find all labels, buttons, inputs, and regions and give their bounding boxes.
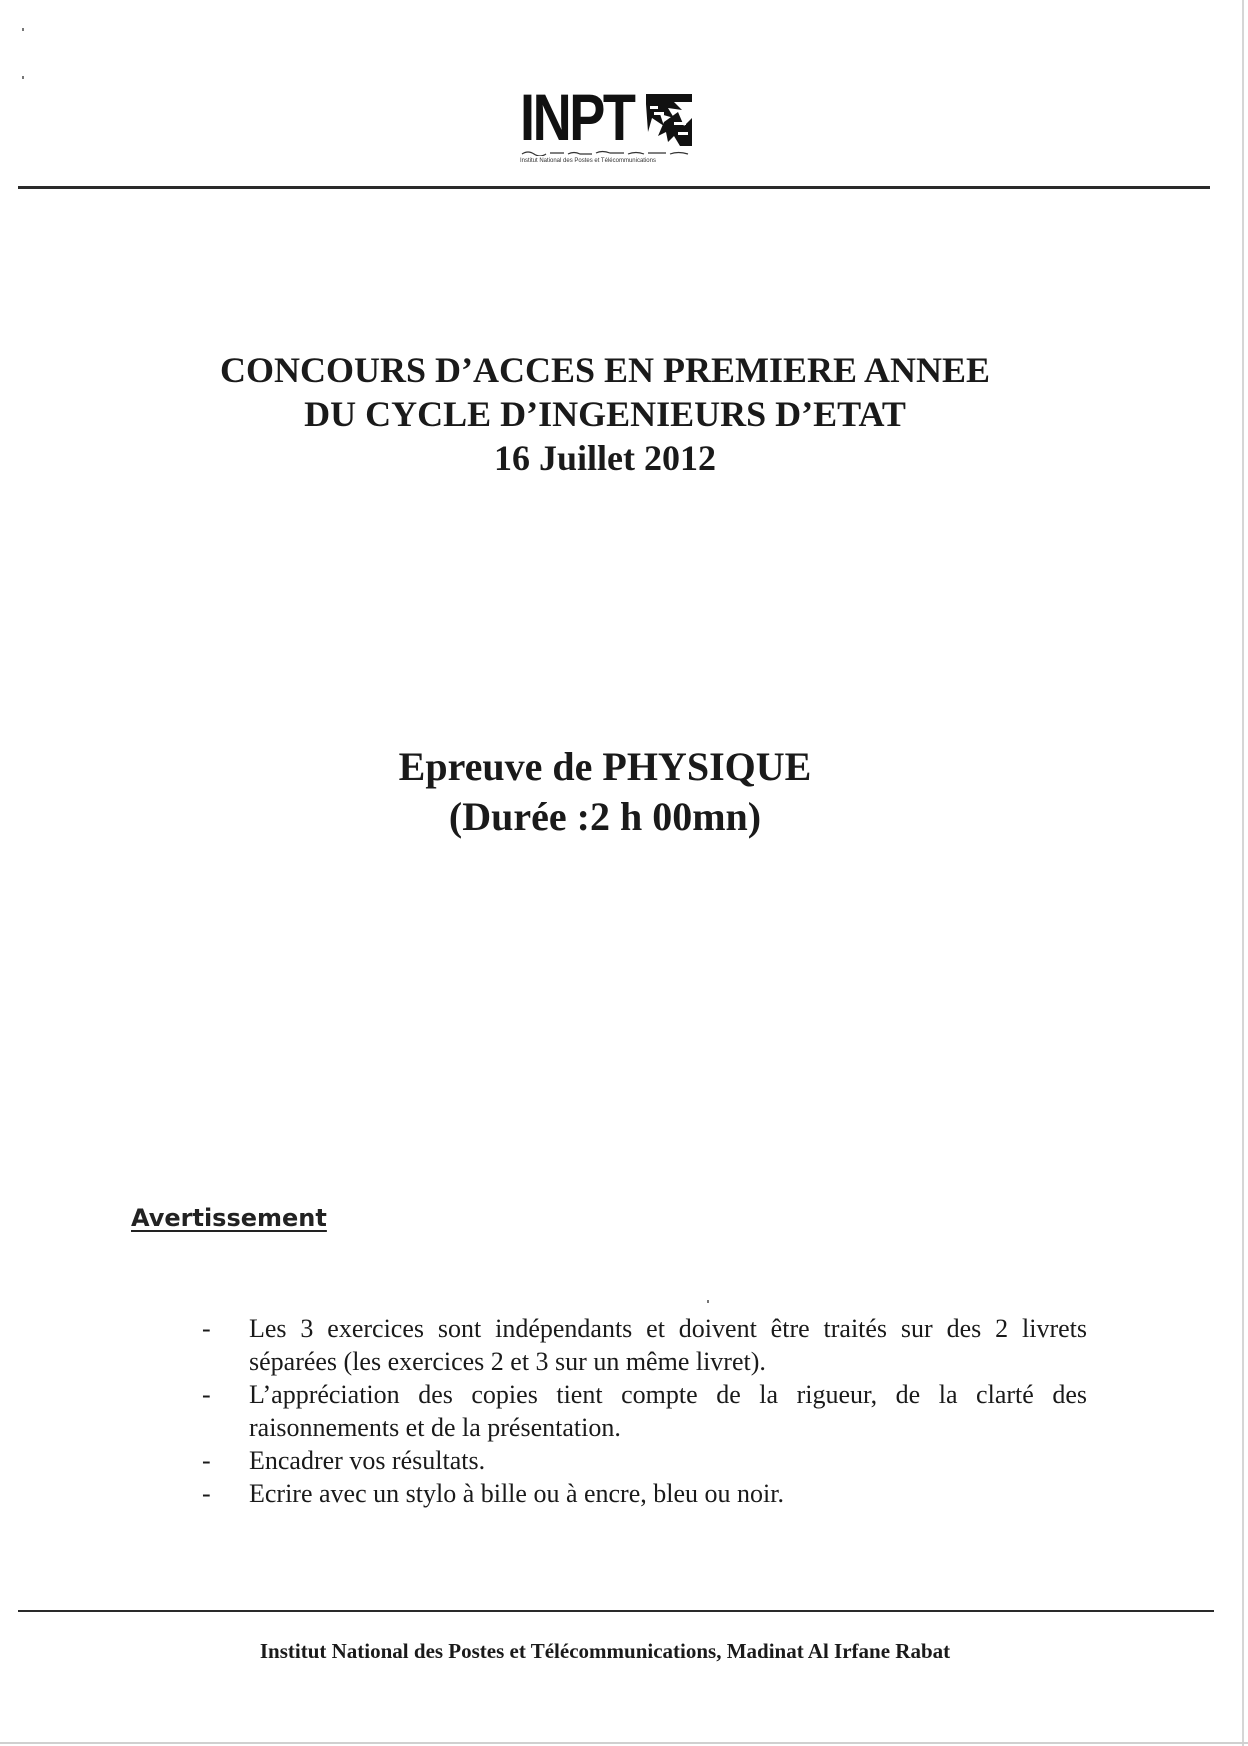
inpt-logo [520, 80, 695, 176]
footer-address: Institut National des Postes et Télécommunications, Madinat Al Irfane Rabat [259, 1639, 951, 1663]
list-bullet: - [202, 1314, 211, 1343]
list-item [202, 1477, 1087, 1510]
list-item [202, 1444, 1087, 1477]
subject-title: Epreuve de PHYSIQUE [398, 744, 812, 789]
list-item-text: Encadrer vos résultats. [249, 1446, 486, 1475]
scan-speck [22, 76, 24, 79]
warning-list [202, 1312, 1087, 1510]
scan-speck [22, 28, 24, 31]
header-rule [18, 186, 1210, 189]
list-item [202, 1378, 1087, 1444]
exam-title [100, 348, 1110, 480]
subject-block [100, 742, 1110, 842]
logo-arabic-script [520, 150, 690, 156]
list-bullet: - [202, 1479, 211, 1508]
list-item-text: L’appréciation des copies tient compte de la rigueur, de la clarté des raisonnements et de la présentation. [249, 1380, 1087, 1442]
scan-edge-bottom [0, 1742, 1248, 1744]
list-item-text: Ecrire avec un stylo à bille ou à encre, bleu ou noir. [249, 1479, 784, 1508]
list-item-text: Les 3 exercices sont indépendants et doivent être traités sur des 2 livrets séparées (les exercices 2 et 3 sur un même livret). [249, 1314, 1087, 1376]
scan-speck [707, 1300, 709, 1303]
list-bullet: - [202, 1446, 211, 1475]
exam-title-line-1: CONCOURS D’ACCES EN PREMIERE ANNEE [219, 350, 991, 390]
exam-date: 16 Juillet 2012 [494, 438, 716, 478]
warning-heading: Avertissement [131, 1204, 327, 1232]
footer-rule [18, 1610, 1214, 1612]
logo-arrow-icon [644, 92, 694, 148]
logo-name: INPT [520, 80, 634, 154]
logo-wordmark [520, 80, 658, 154]
exam-duration: (Durée :2 h 00mn) [448, 794, 762, 839]
exam-title-line-2: DU CYCLE D’INGENIEURS D’ETAT [304, 394, 906, 434]
scan-edge-right [1242, 0, 1244, 1746]
logo-subtitle: Institut National des Postes et Télécommunications [520, 158, 656, 164]
list-item [202, 1312, 1087, 1378]
list-bullet: - [202, 1380, 211, 1409]
